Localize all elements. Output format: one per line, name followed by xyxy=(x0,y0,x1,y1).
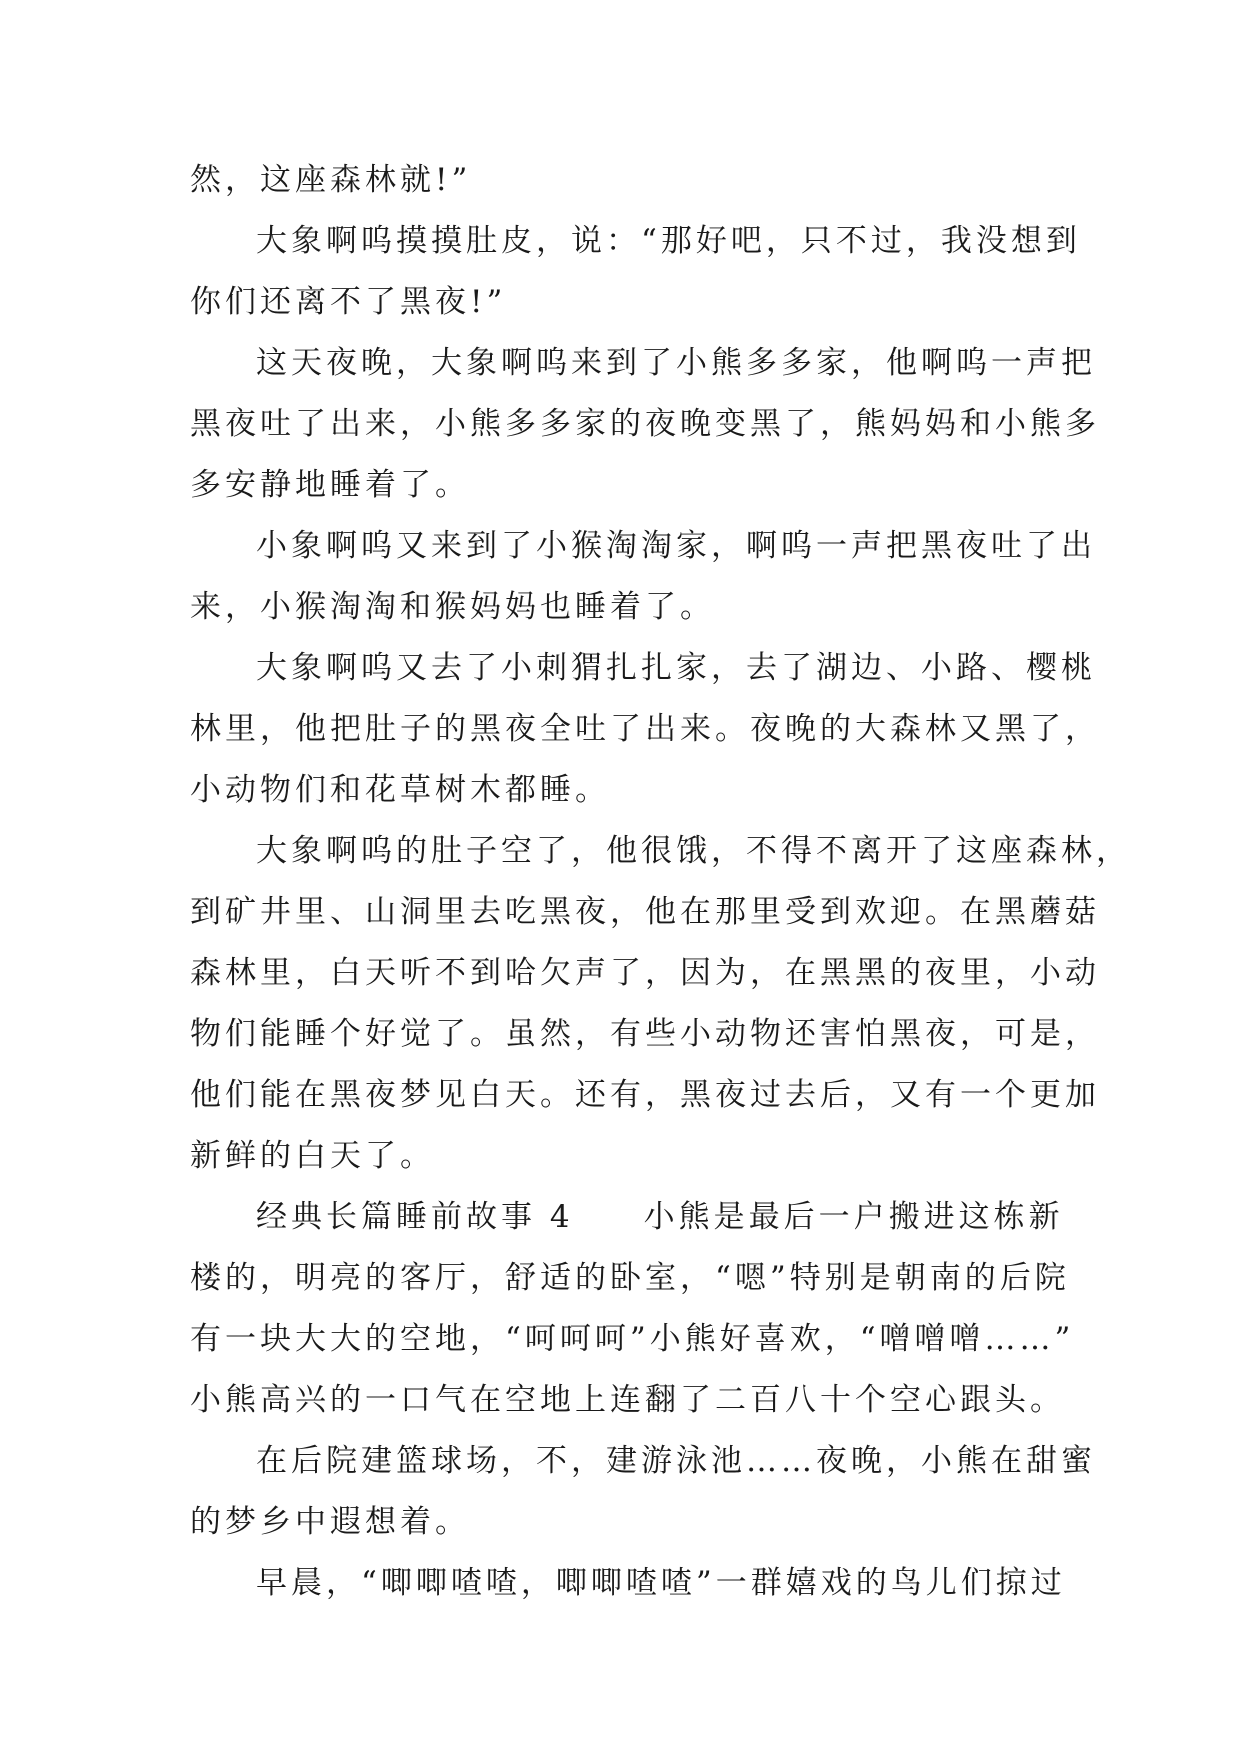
text-line: 大象啊呜的肚子空了，他很饿，不得不离开了这座森林， xyxy=(256,833,1131,869)
text-line: 的梦乡中遐想着。 xyxy=(190,1504,470,1540)
text-line: 楼的，明亮的客厅，舒适的卧室，“嗯”特别是朝南的后院 xyxy=(190,1260,1070,1296)
text-line: 新鲜的白天了。 xyxy=(190,1138,435,1174)
text-line: 林里，他把肚子的黑夜全吐了出来。夜晚的大森林又黑了， xyxy=(190,711,1100,747)
text-line: 森林里，白天听不到哈欠声了，因为，在黑黑的夜里，小动 xyxy=(190,955,1100,991)
text-line: 然，这座森林就!” xyxy=(190,162,472,198)
text-line: 经典长篇睡前故事 4 小熊是最后一户搬进这栋新 xyxy=(256,1199,1064,1235)
document-body xyxy=(190,150,1131,1614)
text-line: 你们还离不了黑夜!” xyxy=(190,284,507,320)
text-line: 有一块大大的空地，“呵呵呵”小熊好喜欢，“噌噌噌……” xyxy=(190,1321,1075,1357)
text-line: 小动物们和花草树木都睡。 xyxy=(190,772,610,808)
text-line: 小象啊呜又来到了小猴淘淘家，啊呜一声把黑夜吐了出 xyxy=(256,528,1096,564)
text-line: 黑夜吐了出来，小熊多多家的夜晚变黑了，熊妈妈和小熊多 xyxy=(190,406,1100,442)
text-line: 到矿井里、山洞里去吃黑夜，他在那里受到欢迎。在黑蘑菇 xyxy=(190,894,1100,930)
text-line: 大象啊呜又去了小刺猬扎扎家，去了湖边、小路、樱桃 xyxy=(256,650,1096,686)
text-line: 在后院建篮球场，不，建游泳池……夜晚，小熊在甜蜜 xyxy=(256,1443,1096,1479)
text-line: 大象啊呜摸摸肚皮，说：“那好吧，只不过，我没想到 xyxy=(256,223,1081,259)
text-line: 多安静地睡着了。 xyxy=(190,467,470,503)
text-line: 物们能睡个好觉了。虽然，有些小动物还害怕黑夜，可是， xyxy=(190,1016,1100,1052)
text-line: 来，小猴淘淘和猴妈妈也睡着了。 xyxy=(190,589,715,625)
text-line: 小熊高兴的一口气在空地上连翻了二百八十个空心跟头。 xyxy=(190,1382,1065,1418)
text-line: 他们能在黑夜梦见白天。还有，黑夜过去后，又有一个更加 xyxy=(190,1077,1100,1113)
text-line: 这天夜晚，大象啊呜来到了小熊多多家，他啊呜一声把 xyxy=(256,345,1096,381)
text-line: 早晨，“唧唧喳喳，唧唧喳喳”一群嬉戏的鸟儿们掠过 xyxy=(256,1565,1066,1601)
